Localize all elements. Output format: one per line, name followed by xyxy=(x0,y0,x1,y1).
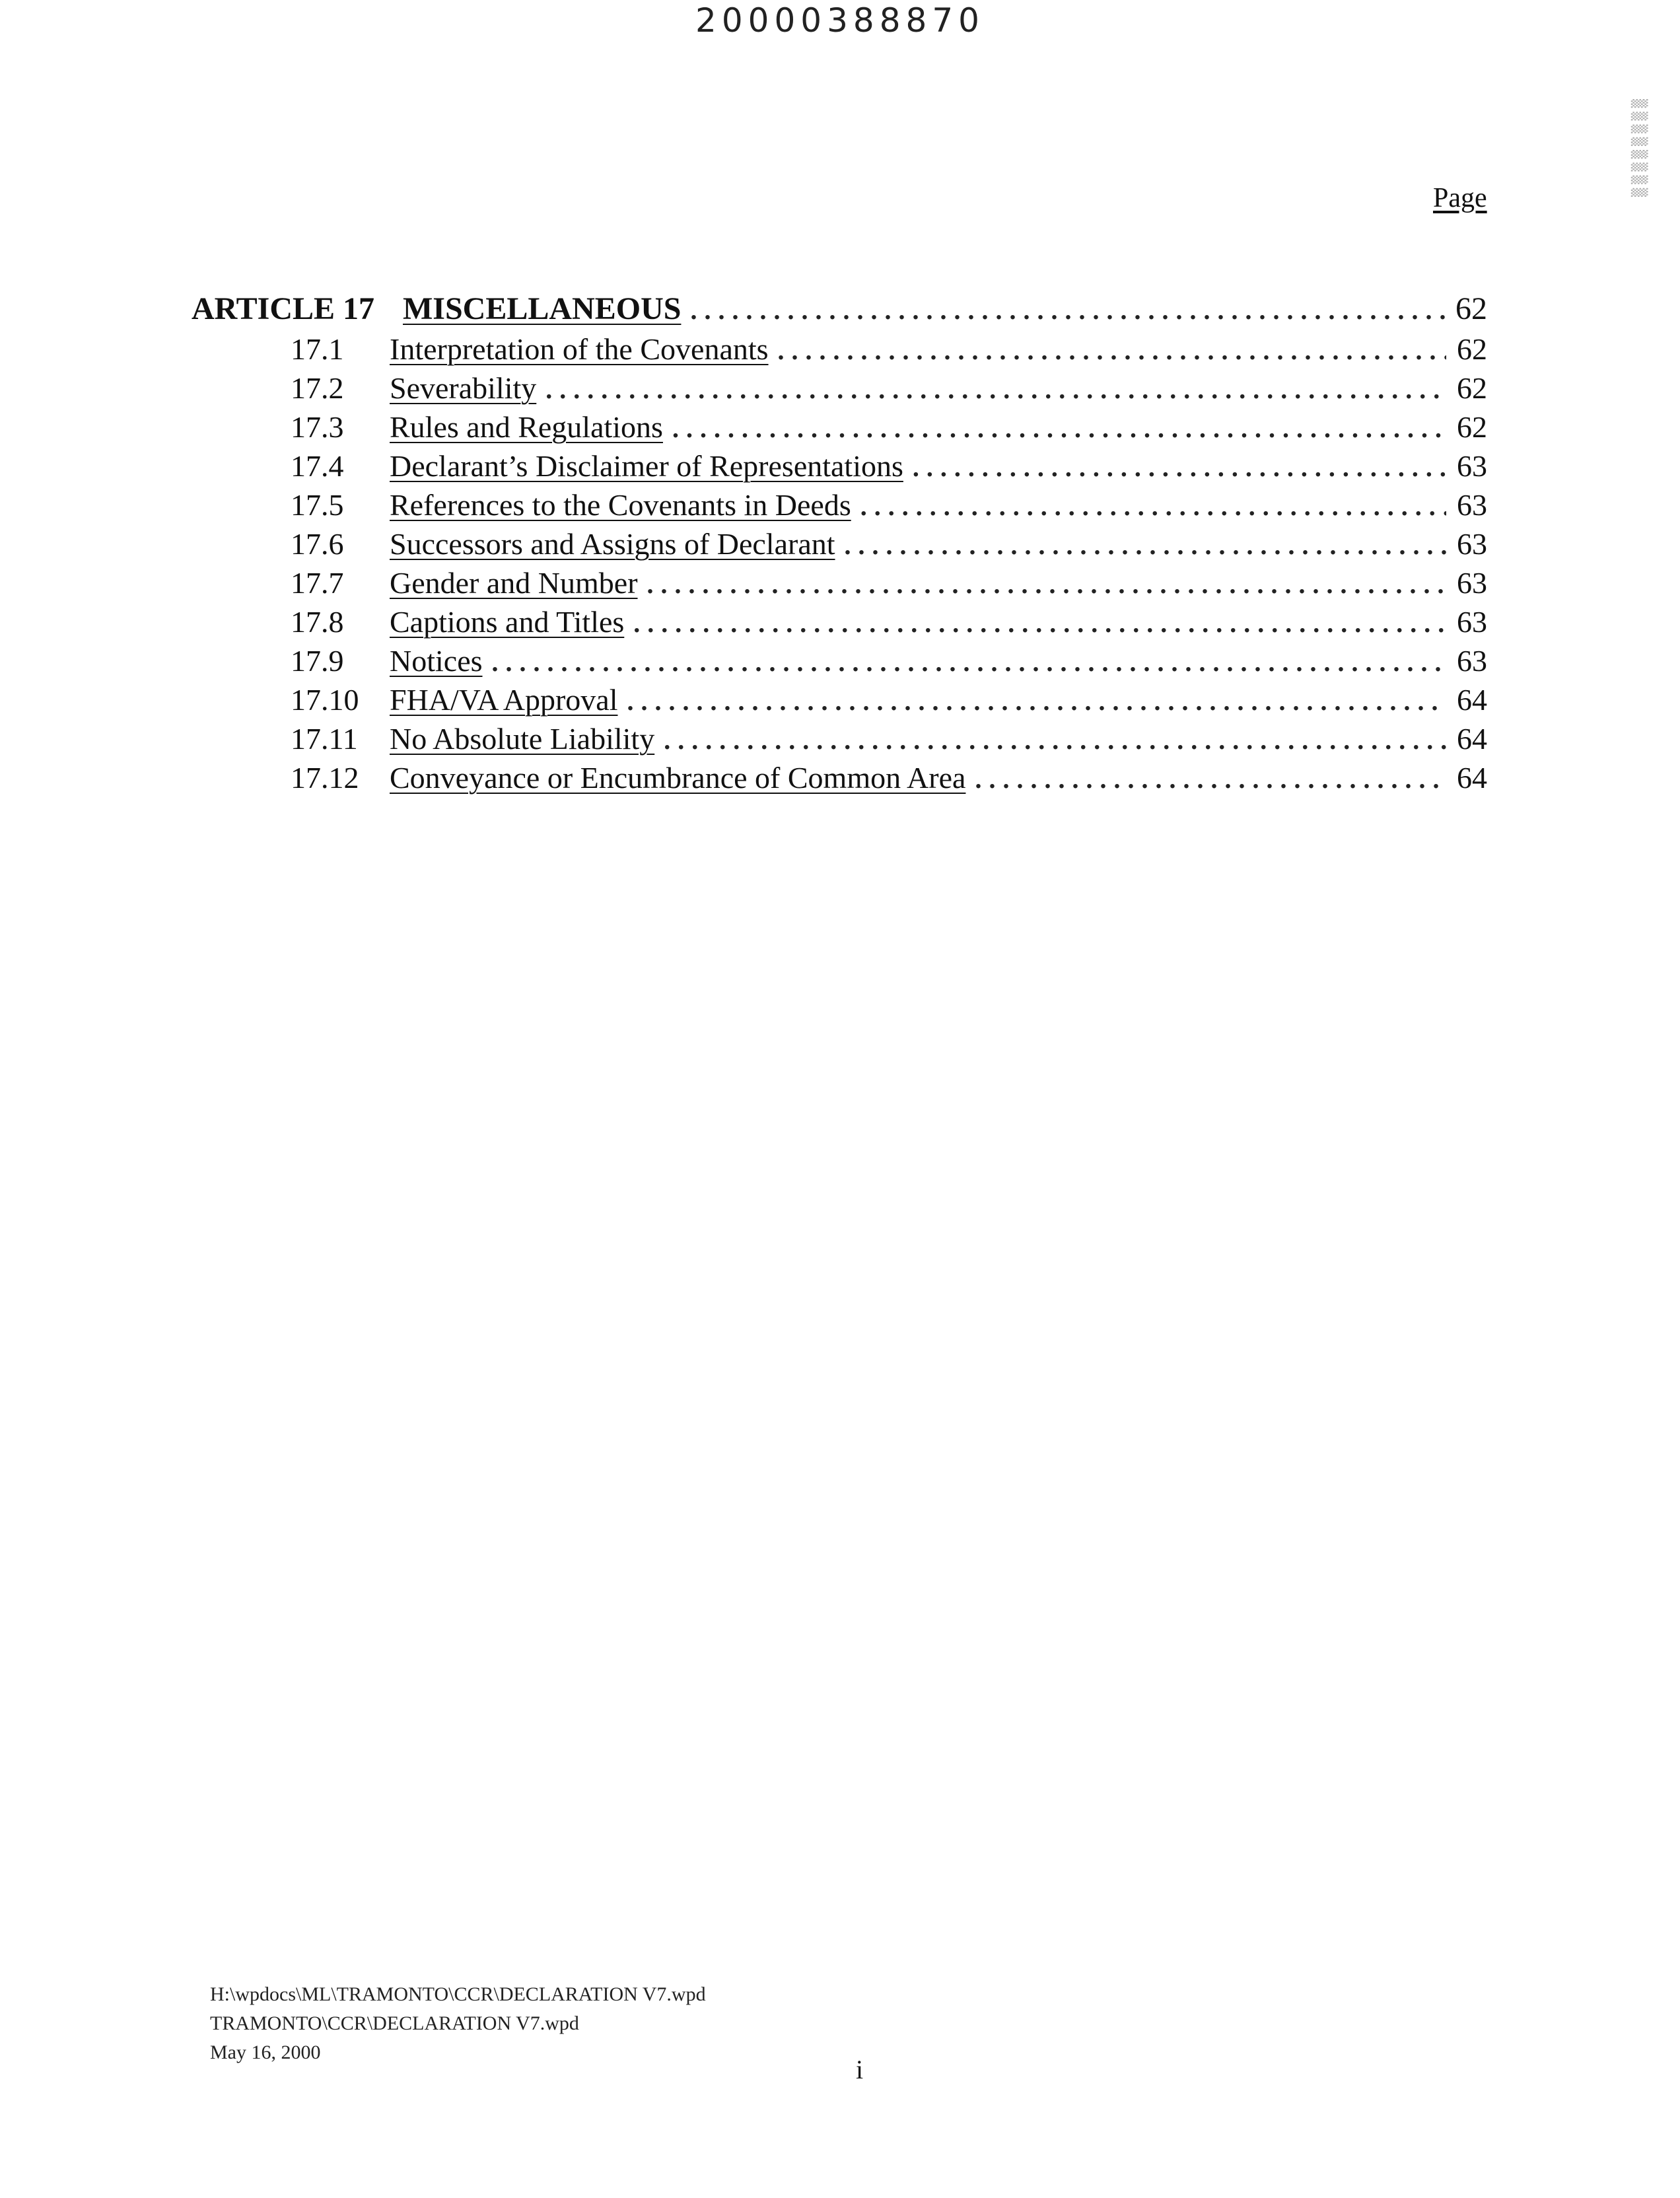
section-page-number: 64 xyxy=(1457,722,1487,756)
section-page-number: 63 xyxy=(1457,566,1487,600)
article-page-number: 62 xyxy=(1455,291,1487,326)
section-page-number: 62 xyxy=(1457,371,1487,405)
section-number: 17.5 xyxy=(291,488,344,522)
toc-section-row xyxy=(192,643,1487,682)
dot-leader xyxy=(975,763,1446,795)
dot-leader xyxy=(633,608,1446,639)
page-column-heading: Page xyxy=(1433,183,1487,213)
section-page-number: 63 xyxy=(1457,449,1487,483)
table-of-contents xyxy=(192,291,1487,799)
section-title: Captions and Titles xyxy=(390,605,625,639)
dot-leader xyxy=(913,452,1446,483)
section-number: 17.12 xyxy=(291,761,359,795)
page-number: i xyxy=(856,2055,864,2084)
section-number: 17.9 xyxy=(291,644,344,678)
dot-leader xyxy=(860,491,1446,522)
section-title: Severability xyxy=(390,371,537,405)
section-number: 17.8 xyxy=(291,605,344,639)
toc-section-row xyxy=(192,448,1487,487)
dot-leader xyxy=(492,647,1446,678)
section-page-number: 62 xyxy=(1457,410,1487,444)
document-number: 20000388870 xyxy=(695,1,985,40)
section-page-number: 63 xyxy=(1457,605,1487,639)
section-title: Successors and Assigns of Declarant xyxy=(390,527,835,561)
toc-section-row xyxy=(192,526,1487,565)
section-page-number: 62 xyxy=(1457,332,1487,366)
section-title: Declarant’s Disclaimer of Representations xyxy=(390,449,903,483)
section-number: 17.6 xyxy=(291,527,344,561)
section-page-number: 63 xyxy=(1457,488,1487,522)
section-number: 17.3 xyxy=(291,410,344,444)
toc-section-row xyxy=(192,721,1487,760)
dot-leader xyxy=(690,295,1446,326)
section-title: Gender and Number xyxy=(390,566,638,600)
section-title: Notices xyxy=(390,644,483,678)
margin-stamp: ▒▒▒▒▒▒▒▒ xyxy=(1630,99,1647,201)
section-title: No Absolute Liability xyxy=(390,722,655,756)
dot-leader xyxy=(664,725,1446,756)
dot-leader xyxy=(845,530,1446,561)
footer-file-path: H:\wpdocs\ML\TRAMONTO\CCR\DECLARATION V7.wpd xyxy=(210,1983,706,2005)
dot-leader xyxy=(627,686,1446,717)
section-title: Interpretation of the Covenants xyxy=(390,332,769,366)
toc-section-row xyxy=(192,371,1487,409)
section-page-number: 64 xyxy=(1457,761,1487,795)
section-title: References to the Covenants in Deeds xyxy=(390,488,851,522)
article-title: MISCELLANEOUS xyxy=(403,291,682,326)
section-number: 17.7 xyxy=(291,566,344,600)
section-page-number: 63 xyxy=(1457,527,1487,561)
section-number: 17.11 xyxy=(291,722,358,756)
footer-short-path: TRAMONTO\CCR\DECLARATION V7.wpd xyxy=(210,2012,579,2034)
toc-section-row xyxy=(192,604,1487,643)
footer-date: May 16, 2000 xyxy=(210,2041,321,2063)
toc-section-row xyxy=(192,332,1487,371)
section-number: 17.4 xyxy=(291,449,344,483)
section-number: 17.2 xyxy=(291,371,344,405)
toc-section-row xyxy=(192,565,1487,604)
section-number: 17.10 xyxy=(291,683,359,717)
section-title: Conveyance or Encumbrance of Common Area xyxy=(390,761,966,795)
toc-section-row xyxy=(192,760,1487,799)
dot-leader xyxy=(672,413,1446,444)
dot-leader xyxy=(647,569,1446,600)
toc-section-row xyxy=(192,682,1487,721)
toc-section-row xyxy=(192,409,1487,448)
dot-leader xyxy=(545,374,1446,405)
section-page-number: 64 xyxy=(1457,683,1487,717)
section-number: 17.1 xyxy=(291,332,344,366)
section-page-number: 63 xyxy=(1457,644,1487,678)
toc-section-row xyxy=(192,487,1487,526)
dot-leader xyxy=(778,335,1446,366)
article-prefix: ARTICLE 17 xyxy=(192,291,375,326)
section-title: Rules and Regulations xyxy=(390,410,663,444)
toc-article-row xyxy=(192,291,1487,332)
footer xyxy=(210,1980,706,2067)
section-title: FHA/VA Approval xyxy=(390,683,618,717)
